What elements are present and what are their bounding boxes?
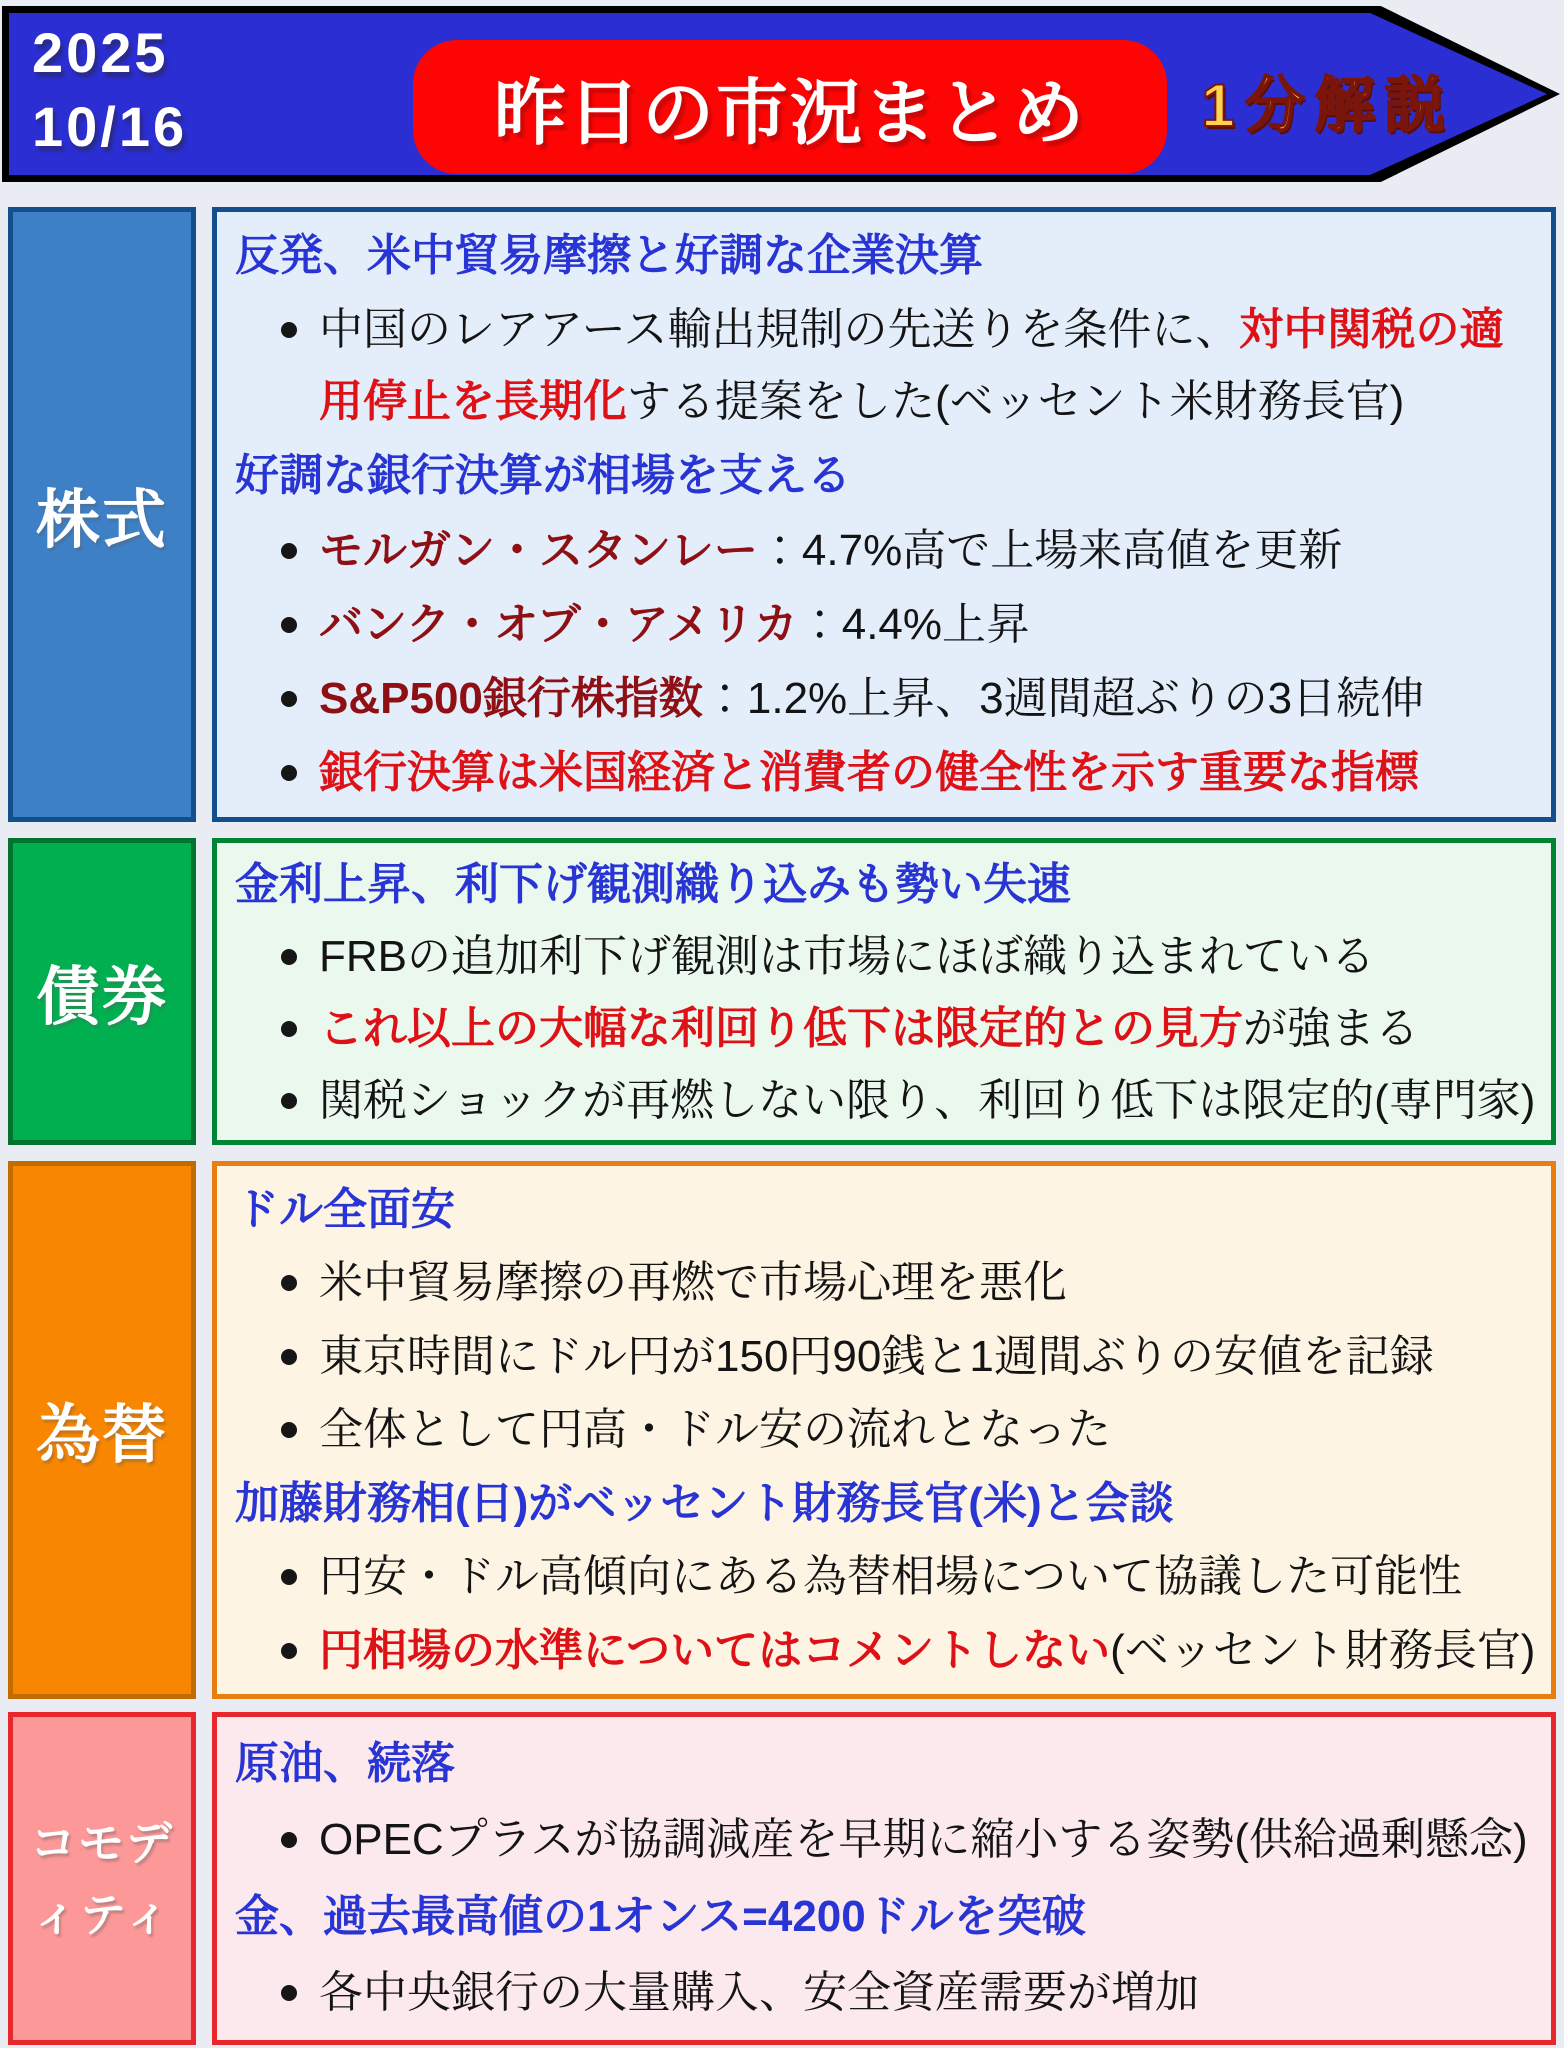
text-segment: 中国のレアアース輸出規制の先送りを条件に、	[319, 305, 1240, 355]
text-segment: FRBの追加利下げ観測は市場にほぼ織り込まれている	[319, 932, 1375, 981]
text-segment: OPECプラスが協調減産を早期に縮小する姿勢(供給過剰懸念)	[319, 1815, 1528, 1865]
heading-row	[217, 1468, 1541, 1540]
bullet-row	[217, 1247, 1541, 1319]
text-segment: が強まる	[1243, 1004, 1419, 1053]
text-segment: 米中貿易摩擦の再燃で市場心理を悪化	[319, 1258, 1067, 1307]
text-segment: モルガン・スタンレー	[319, 525, 758, 575]
section-content-stocks	[212, 207, 1556, 822]
row-text	[235, 1728, 1541, 1800]
text-segment: する提案をした(ベッセント米財務長官)	[627, 377, 1405, 427]
bullet-dot	[281, 1985, 297, 2001]
bullet-row	[217, 737, 1541, 809]
bullet-row	[217, 1957, 1541, 2029]
row-text	[319, 1321, 1541, 1393]
bullet-dot	[281, 765, 297, 781]
bullet-dot	[281, 543, 297, 559]
row-text	[235, 440, 1541, 512]
bullet-row	[217, 663, 1541, 735]
section-label-forex: 為替	[8, 1161, 196, 1699]
section-content-commodities	[212, 1712, 1556, 2045]
text-segment: 円安・ドル高傾向にある為替相場について協議した可能性	[319, 1552, 1463, 1601]
text-segment: ：4.7%高で上場来高値を更新	[757, 525, 1343, 575]
bullet-dot	[281, 1832, 297, 1848]
text-segment: 金、過去最高値の1オンス=4200ドルを突破	[235, 1891, 1086, 1941]
bullet-dot	[281, 1093, 297, 1109]
row-text	[319, 1394, 1541, 1466]
bullet-row	[217, 993, 1541, 1065]
text-segment: ：4.4%上昇	[797, 599, 1031, 649]
page-title: 昨日の市況まとめ	[493, 74, 1086, 154]
text-segment: 各中央銀行の大量購入、安全資産需要が増加	[319, 1968, 1199, 2018]
bullet-row	[217, 1804, 1541, 1876]
bullet-row	[217, 515, 1541, 587]
bullet-dot	[281, 1569, 297, 1585]
text-segment: バンク・オブ・アメリカ	[319, 599, 798, 649]
bullet-row	[217, 294, 1541, 438]
heading-row	[217, 1728, 1541, 1800]
section-content-bonds	[212, 838, 1556, 1145]
heading-row	[217, 440, 1541, 512]
row-text	[319, 1615, 1541, 1687]
row-text	[319, 993, 1541, 1065]
title-pill	[413, 40, 1167, 174]
row-text	[319, 515, 1541, 587]
bullet-dot	[281, 322, 297, 338]
row-text	[319, 1541, 1541, 1613]
heading-row	[217, 220, 1541, 292]
date-block	[32, 16, 187, 164]
bullet-dot	[281, 691, 297, 707]
section-label-bonds: 債券	[8, 838, 196, 1145]
bullet-dot	[281, 1021, 297, 1037]
row-text	[235, 1468, 1541, 1540]
text-segment: S&P500銀行株指数	[319, 673, 703, 723]
bullet-dot	[281, 1349, 297, 1365]
bullet-row	[217, 1065, 1541, 1137]
section-bonds	[0, 838, 1564, 1145]
heading-row	[217, 1174, 1541, 1246]
row-text	[235, 1881, 1541, 1953]
text-segment: 反発、米中貿易摩擦と好調な企業決算	[235, 231, 983, 281]
text-segment: 加藤財務相(日)がベッセント財務長官(米)と会談	[235, 1478, 1174, 1528]
bullet-dot	[281, 1275, 297, 1291]
row-text	[319, 737, 1541, 809]
row-text	[319, 1957, 1541, 2029]
text-segment: 銀行決算は米国経済と消費者の健全性を示す重要な指標	[319, 747, 1419, 797]
one-minute-badge: 1分解説	[1201, 72, 1455, 139]
bullet-dot	[281, 617, 297, 633]
date-year: 2025	[32, 21, 169, 84]
section-content-forex	[212, 1161, 1556, 1699]
row-text	[319, 589, 1541, 661]
bullet-row	[217, 1541, 1541, 1613]
text-segment: 全体として円高・ドル安の流れとなった	[319, 1405, 1111, 1454]
text-segment: 円相場の水準についてはコメントしない	[319, 1625, 1111, 1675]
text-segment: 好調な銀行決算が相場を支える	[235, 451, 851, 501]
row-text	[319, 294, 1541, 438]
text-segment: 東京時間にドル円が150円90銭と1週間ぶりの安値を記録	[319, 1331, 1434, 1381]
row-text	[319, 921, 1541, 993]
bullet-dot	[281, 1643, 297, 1659]
bullet-dot	[281, 1422, 297, 1438]
text-segment: ドル全面安	[235, 1184, 455, 1234]
text-segment: 金利上昇、利下げ観測織り込みも勢い失速	[235, 860, 1071, 909]
bullet-dot	[281, 949, 297, 965]
row-text	[319, 1804, 1541, 1876]
row-text	[319, 1247, 1541, 1319]
section-forex	[0, 1161, 1564, 1699]
bullet-row	[217, 1321, 1541, 1393]
bullet-row	[217, 589, 1541, 661]
bullet-row	[217, 1394, 1541, 1466]
section-label-stocks: 株式	[8, 207, 196, 822]
bullet-row	[217, 921, 1541, 993]
row-text	[319, 1065, 1541, 1137]
row-text	[319, 663, 1541, 735]
section-commodities	[0, 1712, 1564, 2045]
text-segment: 対中関税の適用停止を長期化	[319, 305, 1504, 427]
bullet-row	[217, 1615, 1541, 1687]
text-segment: (ベッセント財務長官)	[1110, 1625, 1536, 1675]
text-segment: これ以上の大幅な利回り低下は限定的との見方	[319, 1004, 1243, 1053]
date-monthday: 10/16	[32, 95, 188, 158]
text-segment: ：1.2%上昇、3週間超ぶりの3日続伸	[702, 673, 1425, 723]
section-label-commodities: コモディティ	[8, 1712, 196, 2045]
section-stocks	[0, 207, 1564, 822]
row-text	[235, 849, 1541, 921]
row-text	[235, 1174, 1541, 1246]
text-segment: 関税ショックが再燃しない限り、利回り低下は限定的(専門家)	[319, 1076, 1536, 1125]
text-segment: 原油、続落	[235, 1738, 455, 1788]
row-text	[235, 220, 1541, 292]
heading-row	[217, 849, 1541, 921]
heading-row	[217, 1881, 1541, 1953]
